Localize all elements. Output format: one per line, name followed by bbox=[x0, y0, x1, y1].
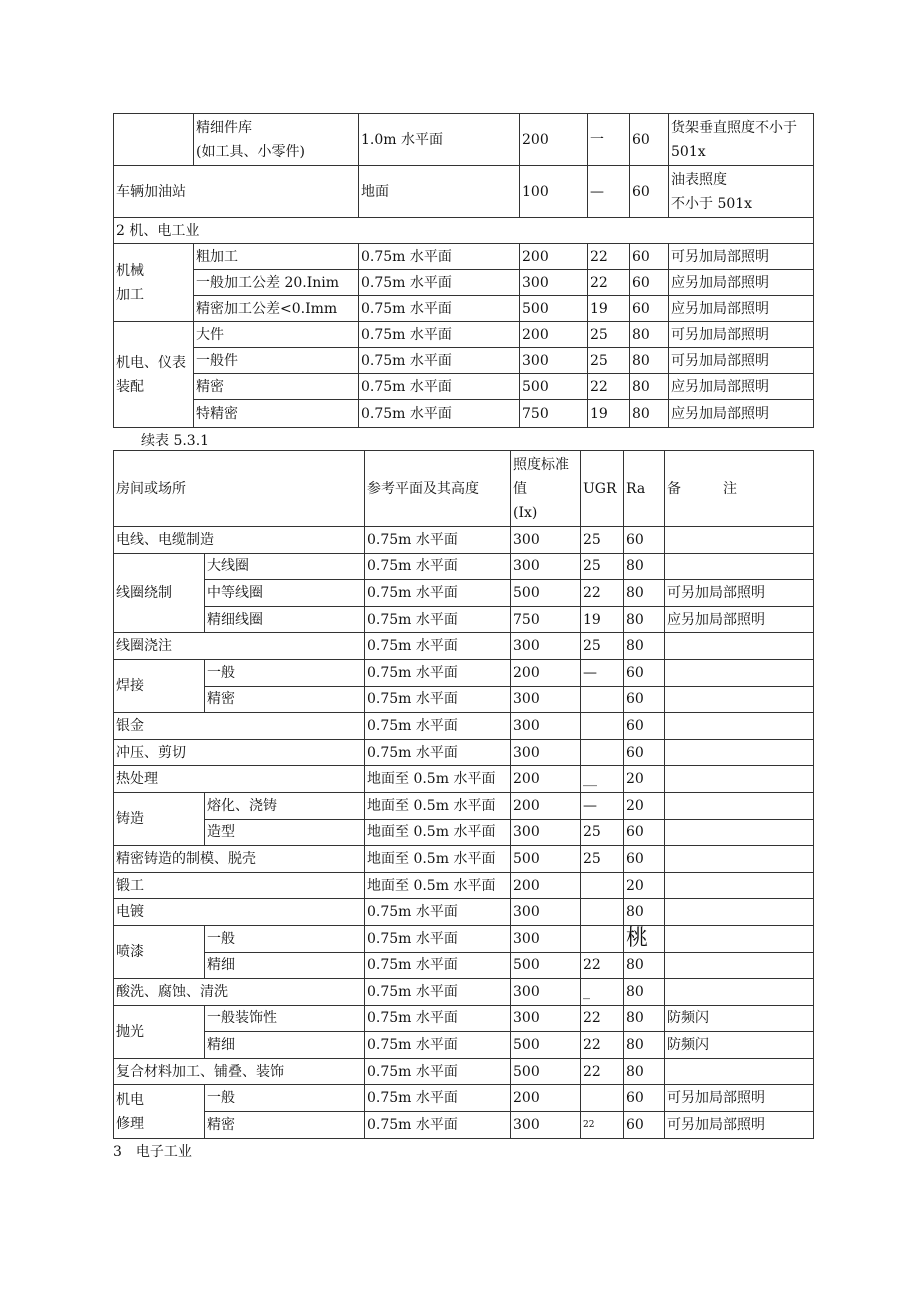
table-cell: 复合材料加工、铺叠、装饰 bbox=[114, 1058, 365, 1085]
table-cell: 0.75m 水平面 bbox=[365, 553, 511, 580]
table-cell: 60 bbox=[624, 846, 665, 873]
table-row bbox=[114, 925, 814, 952]
table-cell: 750 bbox=[520, 400, 588, 428]
table-cell: 25 bbox=[581, 846, 624, 873]
table-cell bbox=[665, 686, 814, 713]
table-cell bbox=[114, 114, 194, 166]
table-cell: 线圈绕制 bbox=[114, 553, 205, 633]
table-cell: 应另加局部照明 bbox=[665, 606, 814, 633]
table-cell: 300 bbox=[511, 1112, 581, 1139]
table-cell: 地面至 0.5m 水平面 bbox=[365, 872, 511, 899]
table-cell: 特精密 bbox=[194, 400, 359, 428]
table-cell: 精细件库 (如工具、小零件) bbox=[194, 114, 359, 166]
table-row bbox=[114, 1032, 814, 1059]
table-row bbox=[114, 713, 814, 740]
table-cell bbox=[581, 925, 624, 952]
table-cell bbox=[665, 553, 814, 580]
table-cell: 19 bbox=[588, 296, 630, 322]
table-row bbox=[114, 296, 814, 322]
table-cell: 300 bbox=[511, 686, 581, 713]
table-cell: 60 bbox=[630, 296, 669, 322]
table-cell: 0.75m 水平面 bbox=[365, 952, 511, 979]
table-cell: 60 bbox=[624, 527, 665, 554]
table-row bbox=[114, 451, 814, 527]
table-cell: 500 bbox=[511, 1058, 581, 1085]
table-cell: — bbox=[588, 166, 630, 218]
table-cell: 60 bbox=[630, 244, 669, 270]
table-cell: 线圈浇注 bbox=[114, 633, 365, 660]
table-row bbox=[114, 766, 814, 793]
table-cell: 60 bbox=[624, 1085, 665, 1112]
table-cell bbox=[665, 766, 814, 793]
table-row bbox=[114, 872, 814, 899]
table-row bbox=[114, 322, 814, 348]
table-cell: 25 bbox=[581, 553, 624, 580]
table-cell: 应另加局部照明 bbox=[669, 270, 814, 296]
table-cell: 抛光 bbox=[114, 1005, 205, 1058]
table-row bbox=[114, 633, 814, 660]
table-cell: 60 bbox=[624, 1112, 665, 1139]
table-cell: 300 bbox=[511, 925, 581, 952]
table-cell: 机械 加工 bbox=[114, 244, 194, 322]
table-cell: 防频闪 bbox=[665, 1005, 814, 1032]
table-row bbox=[114, 218, 814, 244]
table-cell: 可另加局部照明 bbox=[669, 244, 814, 270]
table-cell: 应另加局部照明 bbox=[669, 296, 814, 322]
table-cell: 750 bbox=[511, 606, 581, 633]
table-cell: 精密铸造的制模、脱壳 bbox=[114, 846, 365, 873]
table-cell: __ bbox=[581, 766, 624, 793]
table-cell: 60 bbox=[624, 819, 665, 846]
table-cell: 0.75m 水平面 bbox=[365, 979, 511, 1006]
table-cell: 0.75m 水平面 bbox=[365, 686, 511, 713]
table-cell: 0.75m 水平面 bbox=[365, 580, 511, 607]
table-cell: 0.75m 水平面 bbox=[365, 1085, 511, 1112]
table-cell bbox=[665, 899, 814, 926]
table-cell: 锻工 bbox=[114, 872, 365, 899]
table-cell bbox=[665, 846, 814, 873]
table-cell bbox=[665, 979, 814, 1006]
table-cell: 200 bbox=[520, 322, 588, 348]
table-row bbox=[114, 114, 814, 166]
table-cell: 500 bbox=[520, 296, 588, 322]
table-cell bbox=[581, 872, 624, 899]
table-cell: 22 bbox=[581, 1005, 624, 1032]
table-cell: 19 bbox=[581, 606, 624, 633]
table-caption: 续表 5.3.1 bbox=[141, 433, 210, 449]
table-cell bbox=[665, 739, 814, 766]
table-cell: 60 bbox=[624, 659, 665, 686]
table-cell: 可另加局部照明 bbox=[665, 1085, 814, 1112]
table-row bbox=[114, 1112, 814, 1139]
table-cell bbox=[665, 872, 814, 899]
table-cell bbox=[665, 633, 814, 660]
table-cell: 22 bbox=[588, 374, 630, 400]
table-cell: 500 bbox=[511, 580, 581, 607]
table-cell: 200 bbox=[511, 766, 581, 793]
table-cell bbox=[665, 659, 814, 686]
table-cell: 200 bbox=[511, 872, 581, 899]
table-cell: 0.75m 水平面 bbox=[365, 713, 511, 740]
table-cell: 60 bbox=[630, 166, 669, 218]
table-cell: 20 bbox=[624, 792, 665, 819]
table-cell bbox=[665, 1058, 814, 1085]
table-cell: 酸洗、腐蚀、清洗 bbox=[114, 979, 365, 1006]
table-cell: 300 bbox=[511, 633, 581, 660]
table-cell: 0.75m 水平面 bbox=[365, 527, 511, 554]
table-cell: 可另加局部照明 bbox=[665, 580, 814, 607]
table-row bbox=[114, 979, 814, 1006]
table-row bbox=[114, 819, 814, 846]
table-cell: 精细线圈 bbox=[205, 606, 365, 633]
table-cell: 300 bbox=[511, 1005, 581, 1032]
table-row bbox=[114, 952, 814, 979]
table-cell: 25 bbox=[581, 527, 624, 554]
table-cell: 80 bbox=[624, 553, 665, 580]
table-cell: 300 bbox=[511, 713, 581, 740]
table-row bbox=[114, 739, 814, 766]
table-cell: 80 bbox=[624, 1058, 665, 1085]
table-cell: 500 bbox=[511, 1032, 581, 1059]
table-cell: 25 bbox=[588, 322, 630, 348]
table-cell: 22 bbox=[581, 1112, 624, 1139]
table-cell: 可另加局部照明 bbox=[669, 322, 814, 348]
table-cell: 可另加局部照明 bbox=[665, 1112, 814, 1139]
table-cell: 大件 bbox=[194, 322, 359, 348]
table-cell: 一般 bbox=[205, 659, 365, 686]
table-cell: 0.75m 水平面 bbox=[365, 633, 511, 660]
table-cell: 22 bbox=[588, 270, 630, 296]
table-cell: 300 bbox=[520, 270, 588, 296]
table-cell: 地面至 0.5m 水平面 bbox=[365, 766, 511, 793]
table-cell: 60 bbox=[624, 739, 665, 766]
table-cell: 桃 bbox=[624, 925, 665, 952]
table-cell: 机电、仪表 装配 bbox=[114, 322, 194, 428]
table-row bbox=[114, 580, 814, 607]
table-cell: 0.75m 水平面 bbox=[365, 1112, 511, 1139]
table-row bbox=[114, 527, 814, 554]
table-cell: 300 bbox=[511, 979, 581, 1006]
table-cell: 200 bbox=[520, 244, 588, 270]
table-row bbox=[114, 899, 814, 926]
table-cell: 20 bbox=[624, 872, 665, 899]
table-cell bbox=[665, 819, 814, 846]
table-cell: 地面至 0.5m 水平面 bbox=[365, 846, 511, 873]
table-row bbox=[114, 400, 814, 428]
table-cell: 80 bbox=[624, 1005, 665, 1032]
table-cell: 一般 bbox=[205, 925, 365, 952]
table-cell: 照度标准值 (Ix) bbox=[511, 451, 581, 527]
table-cell: 一般件 bbox=[194, 348, 359, 374]
table-cell: 500 bbox=[520, 374, 588, 400]
table-cell: UGR bbox=[581, 451, 624, 527]
table-cell: 应另加局部照明 bbox=[669, 400, 814, 428]
table-cell: 精密加工公差<0.Imm bbox=[194, 296, 359, 322]
table-cell: 20 bbox=[624, 766, 665, 793]
table-cell: 备 注 bbox=[665, 451, 814, 527]
table-cell: 1.0m 水平面 bbox=[359, 114, 520, 166]
table-cell: 电线、电缆制造 bbox=[114, 527, 365, 554]
table-cell: 500 bbox=[511, 952, 581, 979]
table-cell: 热处理 bbox=[114, 766, 365, 793]
table-cell: 0.75m 水平面 bbox=[359, 322, 520, 348]
table-cell: 80 bbox=[630, 322, 669, 348]
table-cell: 80 bbox=[624, 606, 665, 633]
table-row bbox=[114, 659, 814, 686]
table-cell: 粗加工 bbox=[194, 244, 359, 270]
table-cell: 300 bbox=[511, 819, 581, 846]
table-cell: 60 bbox=[630, 270, 669, 296]
table-row bbox=[114, 792, 814, 819]
table-cell: 精密 bbox=[205, 1112, 365, 1139]
lighting-table-part1 bbox=[113, 113, 814, 428]
table-cell: _ bbox=[581, 979, 624, 1006]
table-cell: 80 bbox=[624, 1032, 665, 1059]
table-row bbox=[114, 606, 814, 633]
table-cell: 精密 bbox=[205, 686, 365, 713]
table-cell: 2 机、电工业 bbox=[114, 218, 814, 244]
table-row bbox=[114, 348, 814, 374]
table-cell: 60 bbox=[624, 713, 665, 740]
table-cell: 中等线圈 bbox=[205, 580, 365, 607]
table-cell: 0.75m 水平面 bbox=[365, 739, 511, 766]
table-cell: 机电 修理 bbox=[114, 1085, 205, 1138]
table-cell: 25 bbox=[588, 348, 630, 374]
table-cell: 300 bbox=[520, 348, 588, 374]
table-cell: 100 bbox=[520, 166, 588, 218]
table-cell: 一般加工公差 20.Inim bbox=[194, 270, 359, 296]
table-cell bbox=[581, 739, 624, 766]
table-cell: 冲压、剪切 bbox=[114, 739, 365, 766]
table-cell: 银金 bbox=[114, 713, 365, 740]
table-cell bbox=[581, 713, 624, 740]
table-cell: 防频闪 bbox=[665, 1032, 814, 1059]
table-cell: Ra bbox=[624, 451, 665, 527]
table-cell: 19 bbox=[588, 400, 630, 428]
table-cell: 喷漆 bbox=[114, 925, 205, 978]
table-cell: 200 bbox=[520, 114, 588, 166]
table-cell: 0.75m 水平面 bbox=[365, 1058, 511, 1085]
table-cell: 地面 bbox=[359, 166, 520, 218]
table-cell: 精细 bbox=[205, 952, 365, 979]
table-cell: 焊接 bbox=[114, 659, 205, 712]
table-cell bbox=[581, 899, 624, 926]
table-cell: 80 bbox=[624, 580, 665, 607]
table-cell: 一 bbox=[588, 114, 630, 166]
table-cell: 300 bbox=[511, 739, 581, 766]
table-row bbox=[114, 846, 814, 873]
table-cell bbox=[581, 686, 624, 713]
table-cell: 200 bbox=[511, 792, 581, 819]
table-cell: 80 bbox=[624, 633, 665, 660]
table-row bbox=[114, 166, 814, 218]
table-cell: 0.75m 水平面 bbox=[365, 659, 511, 686]
table-cell: 80 bbox=[624, 952, 665, 979]
table-cell: 80 bbox=[624, 899, 665, 926]
table-cell: 油表照度 不小于 501x bbox=[669, 166, 814, 218]
table-cell: 22 bbox=[588, 244, 630, 270]
table-cell bbox=[665, 527, 814, 554]
table-cell: 200 bbox=[511, 1085, 581, 1112]
table-cell: 80 bbox=[630, 374, 669, 400]
table-cell: 一般装饰性 bbox=[205, 1005, 365, 1032]
table-cell: 铸造 bbox=[114, 792, 205, 845]
table-cell: 22 bbox=[581, 580, 624, 607]
table-cell: 22 bbox=[581, 1032, 624, 1059]
table-cell: — bbox=[581, 792, 624, 819]
table-cell: 造型 bbox=[205, 819, 365, 846]
table-cell: 60 bbox=[624, 686, 665, 713]
table-cell: 60 bbox=[630, 114, 669, 166]
table-cell: 应另加局部照明 bbox=[669, 374, 814, 400]
table-row bbox=[114, 1005, 814, 1032]
table-cell: 80 bbox=[630, 348, 669, 374]
table-cell bbox=[581, 1085, 624, 1112]
section-heading: 3 电子工业 bbox=[113, 1144, 192, 1160]
table-cell bbox=[665, 713, 814, 740]
table-cell: 0.75m 水平面 bbox=[365, 1032, 511, 1059]
table-cell: 0.75m 水平面 bbox=[365, 925, 511, 952]
table-cell: 22 bbox=[581, 952, 624, 979]
table-row bbox=[114, 374, 814, 400]
table-cell: 300 bbox=[511, 553, 581, 580]
table-cell: 0.75m 水平面 bbox=[359, 296, 520, 322]
table-row bbox=[114, 270, 814, 296]
table-cell: 300 bbox=[511, 527, 581, 554]
table-cell: 25 bbox=[581, 633, 624, 660]
table-cell: 电镀 bbox=[114, 899, 365, 926]
table-cell: 地面至 0.5m 水平面 bbox=[365, 819, 511, 846]
table-cell: 80 bbox=[630, 400, 669, 428]
table-cell: — bbox=[581, 659, 624, 686]
table-cell: 0.75m 水平面 bbox=[359, 374, 520, 400]
table-cell: 房间或场所 bbox=[114, 451, 365, 527]
table-row bbox=[114, 686, 814, 713]
table-cell: 大线圈 bbox=[205, 553, 365, 580]
table-row bbox=[114, 1058, 814, 1085]
table-cell: 精细 bbox=[205, 1032, 365, 1059]
table-cell: 地面至 0.5m 水平面 bbox=[365, 792, 511, 819]
table-cell: 500 bbox=[511, 846, 581, 873]
table-cell: 0.75m 水平面 bbox=[359, 244, 520, 270]
table-cell: 货架垂直照度不小于501x bbox=[669, 114, 814, 166]
table-row bbox=[114, 553, 814, 580]
table-cell: 0.75m 水平面 bbox=[359, 270, 520, 296]
table-row bbox=[114, 1085, 814, 1112]
table-cell: 0.75m 水平面 bbox=[359, 400, 520, 428]
table-cell: 0.75m 水平面 bbox=[365, 1005, 511, 1032]
table-cell: 25 bbox=[581, 819, 624, 846]
table-cell: 200 bbox=[511, 659, 581, 686]
table-cell bbox=[665, 792, 814, 819]
table-cell: 车辆加油站 bbox=[114, 166, 359, 218]
table-cell: 0.75m 水平面 bbox=[359, 348, 520, 374]
table-cell bbox=[665, 925, 814, 952]
table-cell: 参考平面及其高度 bbox=[365, 451, 511, 527]
table-cell: 精密 bbox=[194, 374, 359, 400]
table-cell: 0.75m 水平面 bbox=[365, 606, 511, 633]
table-cell: 一般 bbox=[205, 1085, 365, 1112]
table-row bbox=[114, 244, 814, 270]
table-cell: 300 bbox=[511, 899, 581, 926]
table-cell: 0.75m 水平面 bbox=[365, 899, 511, 926]
lighting-table-continued bbox=[113, 450, 814, 1139]
table-cell: 熔化、浇铸 bbox=[205, 792, 365, 819]
table-cell: 80 bbox=[624, 979, 665, 1006]
table-cell: 可另加局部照明 bbox=[669, 348, 814, 374]
table-cell: 22 bbox=[581, 1058, 624, 1085]
table-cell bbox=[665, 952, 814, 979]
